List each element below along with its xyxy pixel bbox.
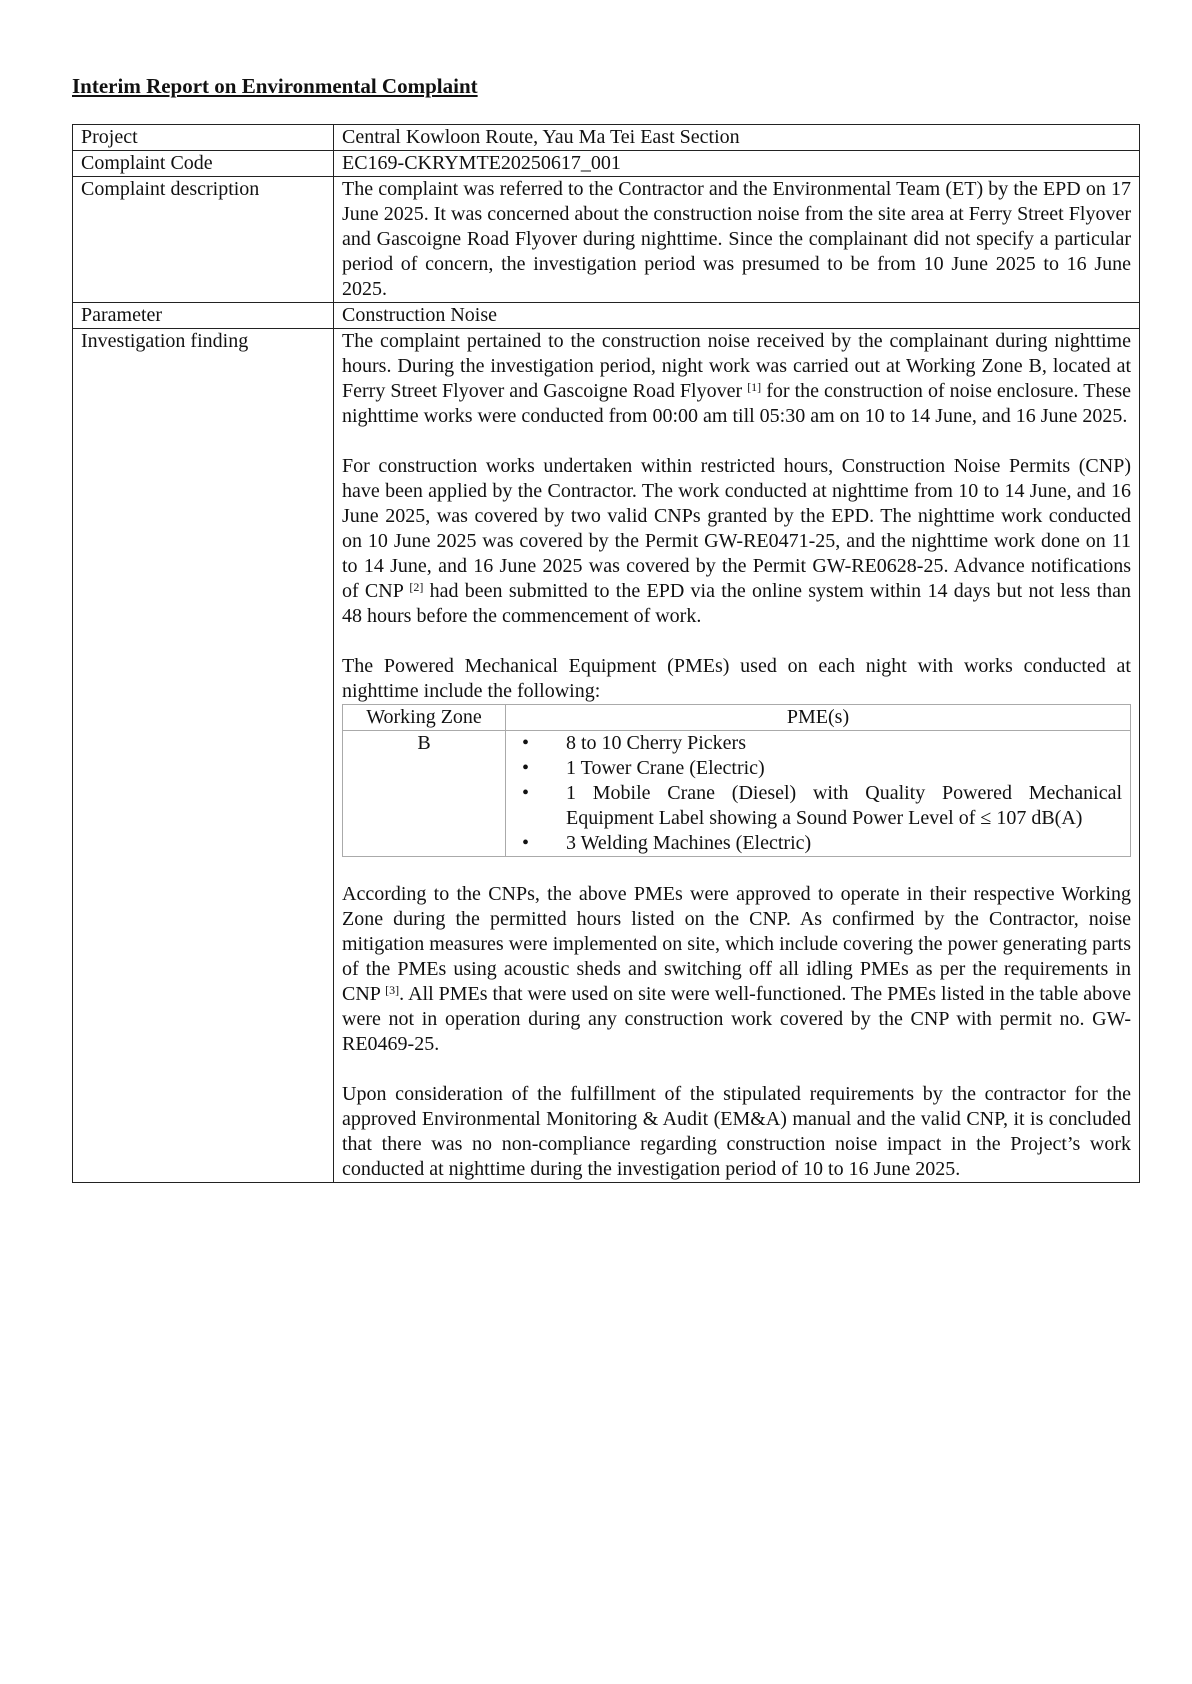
finding-p1-text-a: The complaint pertained to the construction noise received by the complainant during nighttime hours. During the investigation period, night work was carried out at Working Zone B, located at Ferry Street Flyover and Gascoigne Road Flyover (342, 330, 1131, 402)
investigation-finding-label: Investigation finding (73, 329, 334, 1183)
finding-paragraph-3: The Powered Mechanical Equipment (PMEs) used on each night with works conducted at nighttime include the following: (342, 655, 1131, 702)
finding-paragraph-4 (342, 882, 1131, 1057)
pme-header: PME(s) (506, 705, 1131, 731)
finding-p4-text-a: According to the CNPs, the above PMEs were approved to operate in their respective Working Zone during the permitted hours listed on the CNP. As confirmed by the Contractor, noise mitigation measures were implemented on site, which include covering the power generating parts of the PMEs using acoustic sheds and switching off all idling PMEs as per the requirements in CNP (342, 883, 1131, 1005)
complaint-code-label: Complaint Code (73, 151, 334, 177)
finding-p4-text-b: . All PMEs that were used on site were well-functioned. The PMEs listed in the table above were not in operation during any construction work covered by the CNP with permit no. GW-RE0469-25. (342, 983, 1131, 1055)
complaint-description-label: Complaint description (73, 177, 334, 303)
pme-item-text: 8 to 10 Cherry Pickers (566, 732, 746, 754)
parameter-value: Construction Noise (334, 303, 1140, 329)
list-item (514, 831, 1122, 856)
table-row (73, 177, 1140, 303)
bullet-icon: • (522, 732, 530, 754)
pme-item-text: 1 Mobile Crane (Diesel) with Quality Powered Mechanical Equipment Label showing a Sound Power Level of ≤ 107 dB(A) (566, 782, 1122, 829)
complaint-table (72, 124, 1140, 1183)
table-row (73, 125, 1140, 151)
pme-list-cell (506, 731, 1131, 857)
bullet-icon: • (522, 782, 530, 804)
footnote-ref-3: [3] (385, 983, 400, 997)
finding-p2-text-b: had been submitted to the EPD via the online system within 14 days but not less than 48 hours before the commencement of work. (342, 580, 1131, 627)
footnote-ref-1: [1] (747, 380, 762, 394)
list-item (514, 756, 1122, 781)
list-item (514, 731, 1122, 756)
pme-list (514, 731, 1122, 856)
bullet-icon: • (522, 832, 530, 854)
report-title: Interim Report on Environmental Complaint (72, 74, 478, 98)
table-row (73, 303, 1140, 329)
investigation-finding-value (334, 329, 1140, 1183)
project-label: Project (73, 125, 334, 151)
parameter-label: Parameter (73, 303, 334, 329)
footnote-ref-2: [2] (409, 580, 424, 594)
finding-p1-text-b: for the construction of noise enclosure. These nighttime works were conducted from 00:00 am till 05:30 am on 10 to 14 June, and 16 June 2025. (342, 380, 1131, 427)
pme-item-text: 1 Tower Crane (Electric) (566, 757, 765, 779)
complaint-code-value: EC169-CKRYMTE20250617_001 (334, 151, 1140, 177)
working-zone-value: B (343, 731, 506, 857)
finding-paragraph-2 (342, 454, 1131, 629)
working-zone-header: Working Zone (343, 705, 506, 731)
finding-paragraph-5: Upon consideration of the fulfillment of the stipulated requirements by the contractor for the approved Environmental Monitoring & Audit (EM&A) manual and the valid CNP, it is concluded that there was no non-compliance regarding construction noise impact in the Project’s work conducted at nighttime during the investigation period of 10 to 16 June 2025. (342, 1083, 1131, 1180)
complaint-description-value: The complaint was referred to the Contractor and the Environmental Team (ET) by the EPD on 17 June 2025. It was concerned about the construction noise from the site area at Ferry Street Flyover and Gascoigne Road Flyover during nighttime. Since the complainant did not specify a particular period of concern, the investigation period was presumed to be from 10 June 2025 to 16 June 2025. (334, 177, 1140, 303)
pme-table-header (343, 705, 1131, 731)
pme-item-text: 3 Welding Machines (Electric) (566, 832, 812, 854)
list-item (514, 781, 1122, 831)
table-row (73, 329, 1140, 1183)
finding-paragraph-1 (342, 329, 1131, 429)
pme-table-row (343, 731, 1131, 857)
table-row (73, 151, 1140, 177)
project-value: Central Kowloon Route, Yau Ma Tei East Section (334, 125, 1140, 151)
bullet-icon: • (522, 757, 530, 779)
finding-p2-text-a: For construction works undertaken within restricted hours, Construction Noise Permits (CNP) have been applied by the Contractor. The work conducted at nighttime from 10 to 14 June, and 16 June 2025, was covered by two valid CNPs granted by the EPD. The nighttime work conducted on 10 June 2025 was covered by the Permit GW-RE0471-25, and the nighttime work done on 11 to 14 June, and 16 June 2025 was covered by the Permit GW-RE0628-25. Advance notifications of CNP (342, 455, 1131, 602)
pme-table (342, 704, 1131, 857)
